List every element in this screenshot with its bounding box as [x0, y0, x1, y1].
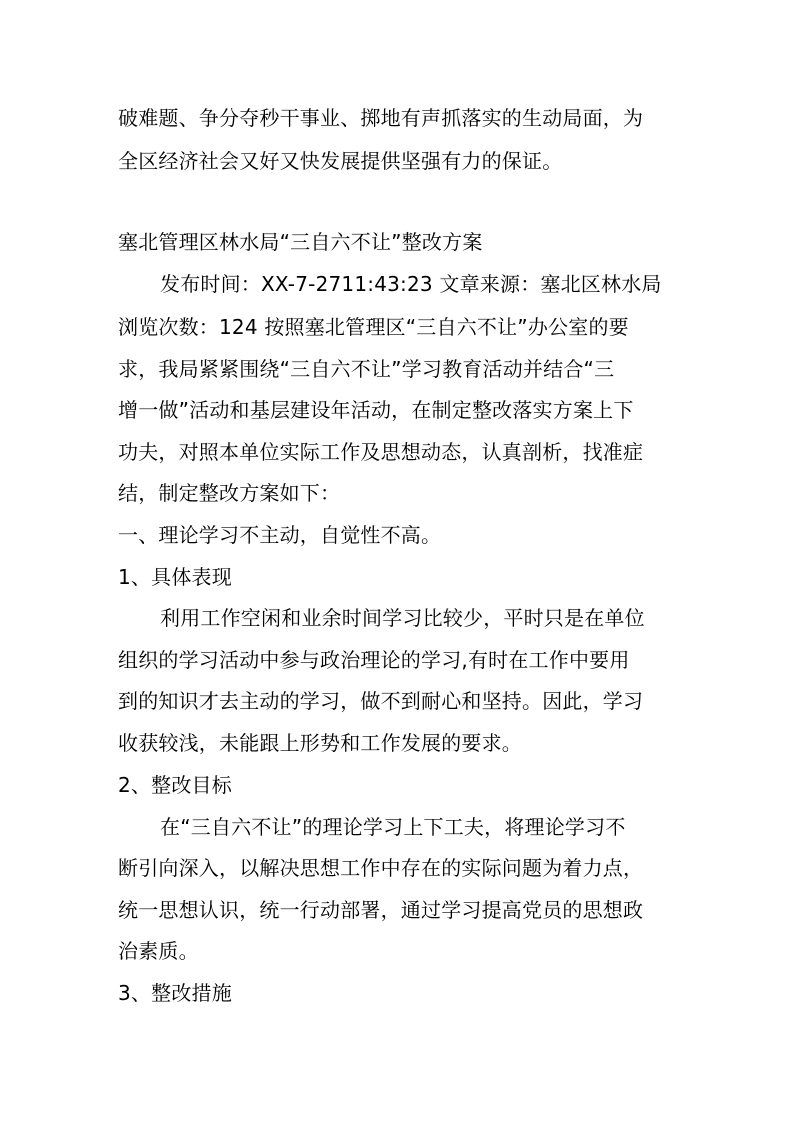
meta-line-6: 结，制定整改方案如下： [118, 481, 341, 505]
subsection-2-line-1: 在“三自六不让”的理论学习上下工夫，将理论学习不 [160, 815, 626, 839]
intro-line-1: 破难题、争分夺秒干事业、掷地有声抓落实的生动局面，为 [118, 106, 644, 130]
subsection-1-line-1: 利用工作空闲和业余时间学习比较少，平时只是在单位 [160, 606, 645, 630]
intro-line-2: 全区经济社会又好又快发展提供坚强有力的保证。 [118, 149, 563, 173]
meta-line-3: 求，我局紧紧围绕“三自六不让”学习教育活动并结合“三 [118, 357, 615, 381]
subsection-2-heading: 2、整改目标 [118, 773, 232, 797]
subsection-2-line-4: 治素质。 [118, 939, 199, 963]
section-1-heading: 一、理论学习不主动，自觉性不高。 [118, 523, 442, 547]
subsection-2-line-2: 断引向深入，以解决思想工作中存在的实际问题为着力点， [118, 856, 644, 880]
subsection-1-line-4: 收获较浅，未能跟上形势和工作发展的要求。 [118, 731, 522, 755]
document-title: 塞北管理区林水局“三自六不让”整改方案 [118, 230, 483, 254]
meta-line-1: 发布时间：XX-7-2711:43:23 文章来源：塞北区林水局 [160, 272, 662, 296]
meta-line-5: 功夫，对照本单位实际工作及思想动态，认真剖析，找准症 [118, 440, 644, 464]
meta-line-2: 浏览次数：124 按照塞北管理区“三自六不让”办公室的要 [118, 315, 629, 339]
subsection-1-line-2: 组织的学习活动中参与政治理论的学习,有时在工作中要用 [118, 648, 630, 672]
subsection-3-heading: 3、整改措施 [118, 981, 232, 1005]
subsection-1-line-3: 到的知识才去主动的学习，做不到耐心和坚持。因此，学习 [118, 689, 644, 713]
subsection-2-line-3: 统一思想认识，统一行动部署，通过学习提高党员的思想政 [118, 898, 644, 922]
subsection-1-heading: 1、具体表现 [118, 565, 232, 589]
meta-line-4: 增一做”活动和基层建设年活动，在制定整改落实方案上下 [118, 398, 634, 422]
